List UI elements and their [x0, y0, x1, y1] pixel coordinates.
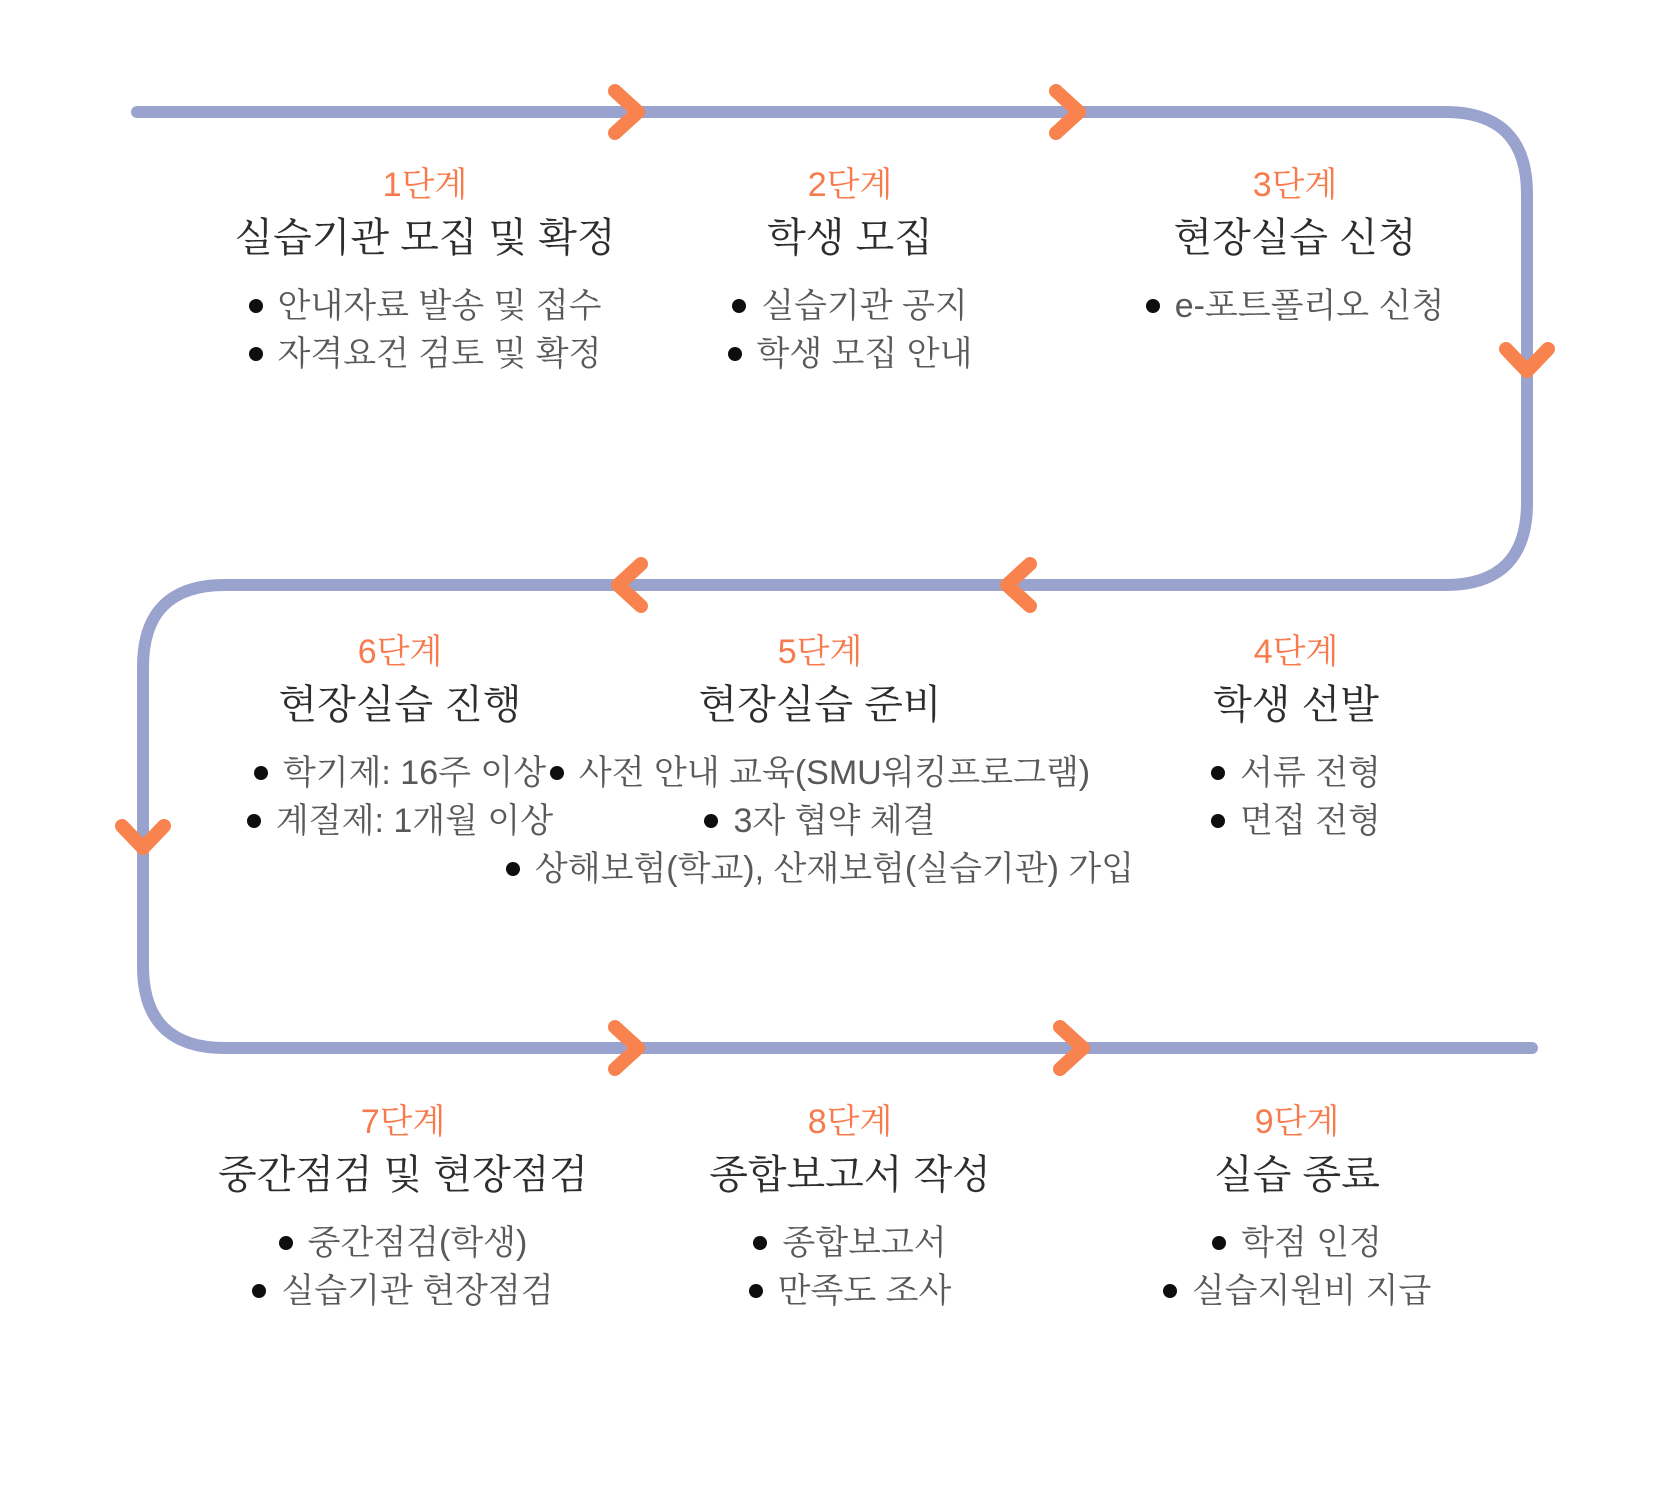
bullet-text: 학기제: 16주 이상 [282, 753, 547, 792]
step-number: 2단계 [807, 166, 893, 204]
bullet-text: 실습지원비 지급 [1191, 1271, 1432, 1310]
bullet-icon [732, 299, 746, 313]
bullet-text: 만족도 조사 [777, 1271, 952, 1310]
bullet-item [704, 797, 935, 845]
bullet-item [753, 1219, 946, 1267]
bullet-item [749, 1267, 952, 1315]
bullet-item [1211, 749, 1381, 797]
bullet-icon [1146, 299, 1160, 313]
bullet-text: 종합보고서 [782, 1223, 947, 1262]
bullet-item [1146, 282, 1445, 330]
bullet-item [732, 282, 968, 330]
bullet-icon [1211, 766, 1225, 780]
step-title: 현장실습 신청 [1173, 215, 1417, 260]
bullet-icon [249, 347, 263, 361]
bullet-text: 실습기관 공지 [761, 286, 968, 325]
step-number: 7단계 [360, 1103, 446, 1141]
step-title: 현장실습 준비 [698, 682, 942, 727]
step-number: 6단계 [357, 633, 443, 671]
step-title: 현장실습 진행 [278, 682, 522, 727]
bullet-text: 중간점검(학생) [307, 1223, 528, 1262]
bullet-text: 3자 협약 체결 [733, 801, 936, 840]
bullet-item [550, 749, 1090, 797]
step-4 [1036, 632, 1556, 845]
bullet-text: 자격요건 검토 및 확정 [277, 334, 602, 373]
bullet-icon [1211, 814, 1225, 828]
bullet-icon [252, 1284, 266, 1298]
bullet-item [249, 282, 602, 330]
bullet-icon [704, 814, 718, 828]
bullet-icon [728, 347, 742, 361]
bullet-icon [506, 862, 520, 876]
bullet-item [1212, 1219, 1382, 1267]
bullet-icon [749, 1284, 763, 1298]
step-number: 5단계 [777, 633, 863, 671]
step-number: 1단계 [382, 166, 468, 204]
bullet-icon [247, 814, 261, 828]
step-3 [1015, 165, 1575, 330]
bullet-icon [254, 766, 268, 780]
bullet-item [252, 1267, 553, 1315]
bullet-icon [753, 1236, 767, 1250]
bullet-item [1211, 797, 1381, 845]
bullet-item [506, 845, 1134, 893]
step-number: 3단계 [1252, 166, 1338, 204]
bullet-text: e-포트폴리오 신청 [1174, 286, 1445, 325]
bullet-text: 면접 전형 [1240, 801, 1381, 840]
bullet-icon [249, 299, 263, 313]
bullet-item [279, 1219, 528, 1267]
bullet-text: 실습기관 현장점검 [281, 1271, 554, 1310]
step-number: 9단계 [1254, 1103, 1340, 1141]
step-9 [1017, 1102, 1577, 1315]
bullet-text: 상해보험(학교), 산재보험(실습기관) 가입 [534, 849, 1135, 888]
step-title: 실습 종료 [1214, 1152, 1380, 1197]
bullet-text: 안내자료 발송 및 접수 [277, 286, 602, 325]
bullet-text: 서류 전형 [1240, 753, 1381, 792]
bullet-icon [1212, 1236, 1226, 1250]
bullet-item [1163, 1267, 1431, 1315]
bullet-text: 학점 인정 [1241, 1223, 1382, 1262]
bullet-text: 계절제: 1개월 이상 [275, 801, 554, 840]
bullet-icon [279, 1236, 293, 1250]
bullet-icon [1163, 1284, 1177, 1298]
bullet-item [728, 330, 973, 378]
step-title: 학생 모집 [767, 215, 933, 260]
bullet-text: 사전 안내 교육(SMU워킹프로그램) [578, 753, 1091, 792]
step-number: 8단계 [807, 1103, 893, 1141]
bullet-item [249, 330, 602, 378]
step-title: 중간점검 및 현장점검 [218, 1152, 588, 1197]
bullet-text: 학생 모집 안내 [756, 334, 973, 373]
bullet-icon [550, 766, 564, 780]
step-title: 학생 선발 [1213, 682, 1379, 727]
step-title: 실습기관 모집 및 확정 [234, 215, 616, 260]
step-number: 4단계 [1253, 633, 1339, 671]
step-title: 종합보고서 작성 [709, 1152, 991, 1197]
